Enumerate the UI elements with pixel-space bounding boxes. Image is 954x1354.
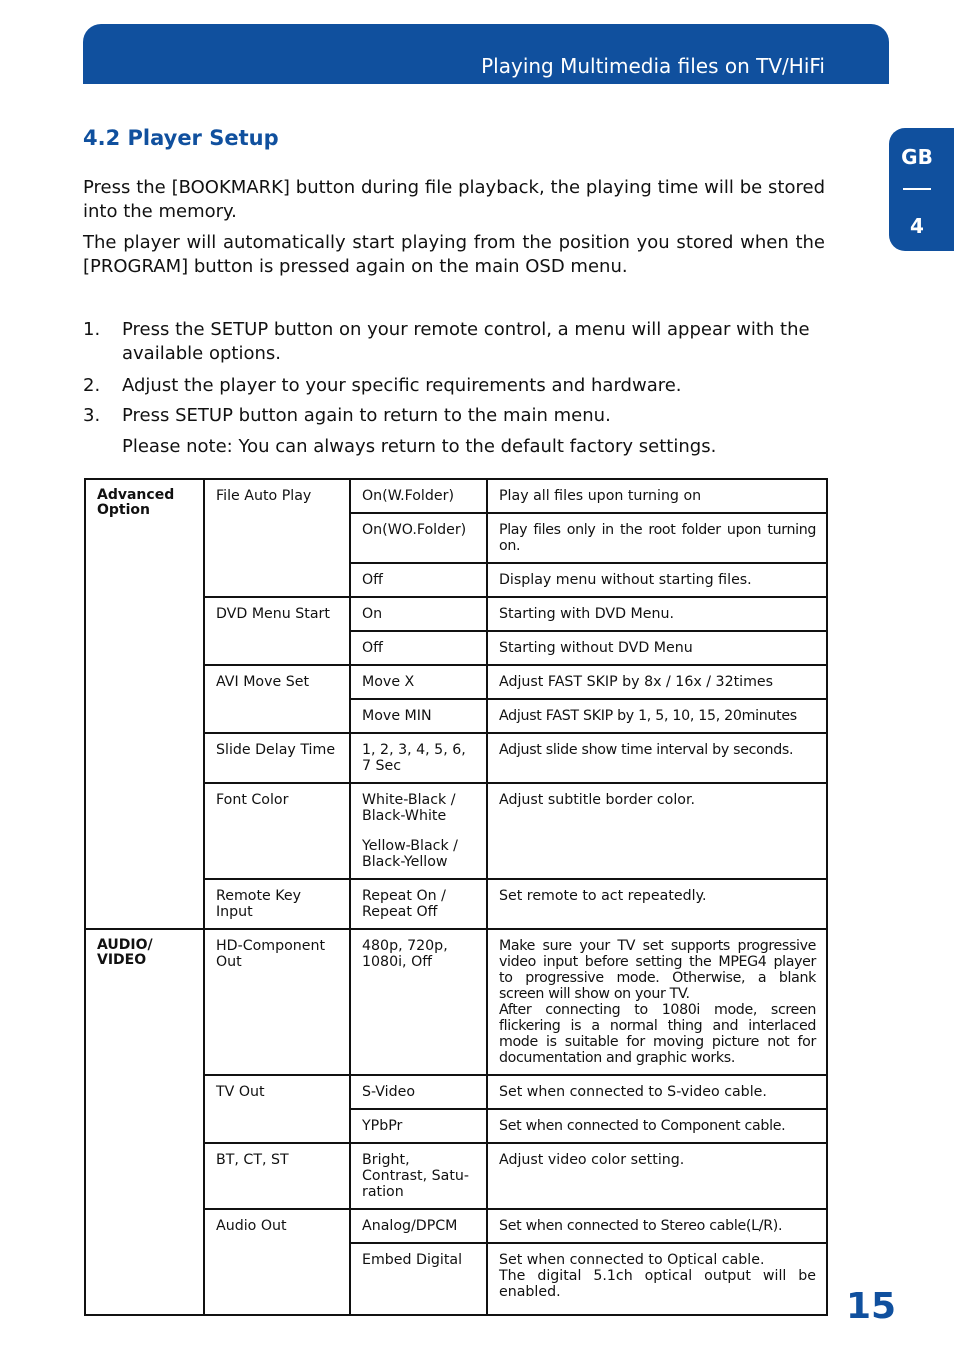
option-text: Yellow-Black / Black-Yellow xyxy=(362,838,458,870)
category-cell: AUDIO/ VIDEO xyxy=(85,929,204,1315)
description-text: Set when connected to Optical cable. xyxy=(499,1252,765,1268)
chapter-tab xyxy=(889,128,954,251)
description-cell: Set when connected to S-video cable. xyxy=(487,1075,827,1109)
step-text: Press the SETUP button on your remote control, a menu will appear with the available options. xyxy=(122,319,810,364)
option-cell: On(WO.Folder) xyxy=(350,513,487,563)
description-cell xyxy=(487,1243,827,1315)
description-cell: Set when connected to Stereo cable(L/R). xyxy=(487,1209,827,1243)
setting-cell: HD-Component Out xyxy=(204,929,350,1075)
step-number: 2. xyxy=(83,375,101,396)
option-text: White-Black / Black-White xyxy=(362,792,456,824)
option-cell xyxy=(350,783,487,879)
description-cell: Adjust slide show time interval by seconds. xyxy=(487,733,827,783)
step-number: 3. xyxy=(83,405,101,426)
option-cell: Off xyxy=(350,563,487,597)
tab-divider xyxy=(903,188,931,190)
step-text: Press SETUP button again to return to the main menu. xyxy=(122,405,611,426)
setting-cell: TV Out xyxy=(204,1075,350,1143)
setting-cell: File Auto Play xyxy=(204,479,350,597)
setting-cell: BT, CT, ST xyxy=(204,1143,350,1209)
option-cell: Analog/DPCM xyxy=(350,1209,487,1243)
setting-cell: Audio Out xyxy=(204,1209,350,1315)
table-row xyxy=(85,479,827,513)
description-cell xyxy=(487,929,827,1075)
option-cell: Move MIN xyxy=(350,699,487,733)
description-cell: Adjust FAST SKIP by 1, 5, 10, 15, 20minutes xyxy=(487,699,827,733)
step-item xyxy=(83,404,825,428)
description-cell: Play files only in the root folder upon turning on. xyxy=(487,513,827,563)
description-cell: Play all files upon turning on xyxy=(487,479,827,513)
setting-cell: Remote Key Input xyxy=(204,879,350,929)
setting-cell: AVI Move Set xyxy=(204,665,350,733)
category-cell: Advanced Option xyxy=(85,479,204,929)
option-cell: Off xyxy=(350,631,487,665)
option-cell: On(W.Folder) xyxy=(350,479,487,513)
setting-cell: Font Color xyxy=(204,783,350,879)
page-number: 15 xyxy=(846,1286,897,1327)
option-cell: S-Video xyxy=(350,1075,487,1109)
description-cell: Adjust subtitle border color. xyxy=(487,783,827,879)
option-cell: Embed Digital xyxy=(350,1243,487,1315)
description-cell: Display menu without starting files. xyxy=(487,563,827,597)
header-bar xyxy=(83,24,889,84)
option-cell: Repeat On / Repeat Off xyxy=(350,879,487,929)
spacer xyxy=(362,824,476,838)
option-cell: On xyxy=(350,597,487,631)
setting-cell: DVD Menu Start xyxy=(204,597,350,665)
option-cell: 1, 2, 3, 4, 5, 6, 7 Sec xyxy=(350,733,487,783)
description-text: Make sure your TV set supports progressive video input before setting the MPEG4 player to progressive mode. Otherwise, a blank screen will show on your TV. xyxy=(499,938,816,1002)
description-cell: Set remote to act repeatedly. xyxy=(487,879,827,929)
description-cell: Adjust FAST SKIP by 8x / 16x / 32times xyxy=(487,665,827,699)
setting-cell: Slide Delay Time xyxy=(204,733,350,783)
table-row xyxy=(85,929,827,1075)
option-cell: 480p, 720p, 1080i, Off xyxy=(350,929,487,1075)
step-text: Adjust the player to your specific requirements and hardware. xyxy=(122,375,682,396)
step-item xyxy=(83,318,825,366)
header-title: Playing Multimedia files on TV/HiFi xyxy=(481,54,825,78)
option-cell: Move X xyxy=(350,665,487,699)
paragraph-program: The player will automatically start playing from the position you stored when the [PROGRAM] button is pressed again on the main OSD menu. xyxy=(83,232,825,277)
description-text: After connecting to 1080i mode, screen flickering is a normal thing and interlaced mode is suitable for moving picture not for documentation and graphic works. xyxy=(499,1002,816,1066)
description-cell: Set when connected to Component cable. xyxy=(487,1109,827,1143)
option-cell: Bright, Contrast, Satu-ration xyxy=(350,1143,487,1209)
section-heading: 4.2 Player Setup xyxy=(83,126,279,150)
language-label: GB xyxy=(901,145,933,169)
step-number: 1. xyxy=(83,319,101,340)
paragraph-bookmark: Press the [BOOKMARK] button during file playback, the playing time will be stored into the memory. xyxy=(83,177,825,222)
description-cell: Starting without DVD Menu xyxy=(487,631,827,665)
step-item xyxy=(83,374,825,398)
description-text: The digital 5.1ch optical output will be enabled. xyxy=(499,1268,816,1300)
note-text: Please note: You can always return to the default factory settings. xyxy=(122,436,717,457)
description-cell: Adjust video color setting. xyxy=(487,1143,827,1209)
settings-table xyxy=(84,478,828,1316)
note xyxy=(83,435,825,459)
chapter-number: 4 xyxy=(910,214,924,238)
option-cell: YPbPr xyxy=(350,1109,487,1143)
description-cell: Starting with DVD Menu. xyxy=(487,597,827,631)
